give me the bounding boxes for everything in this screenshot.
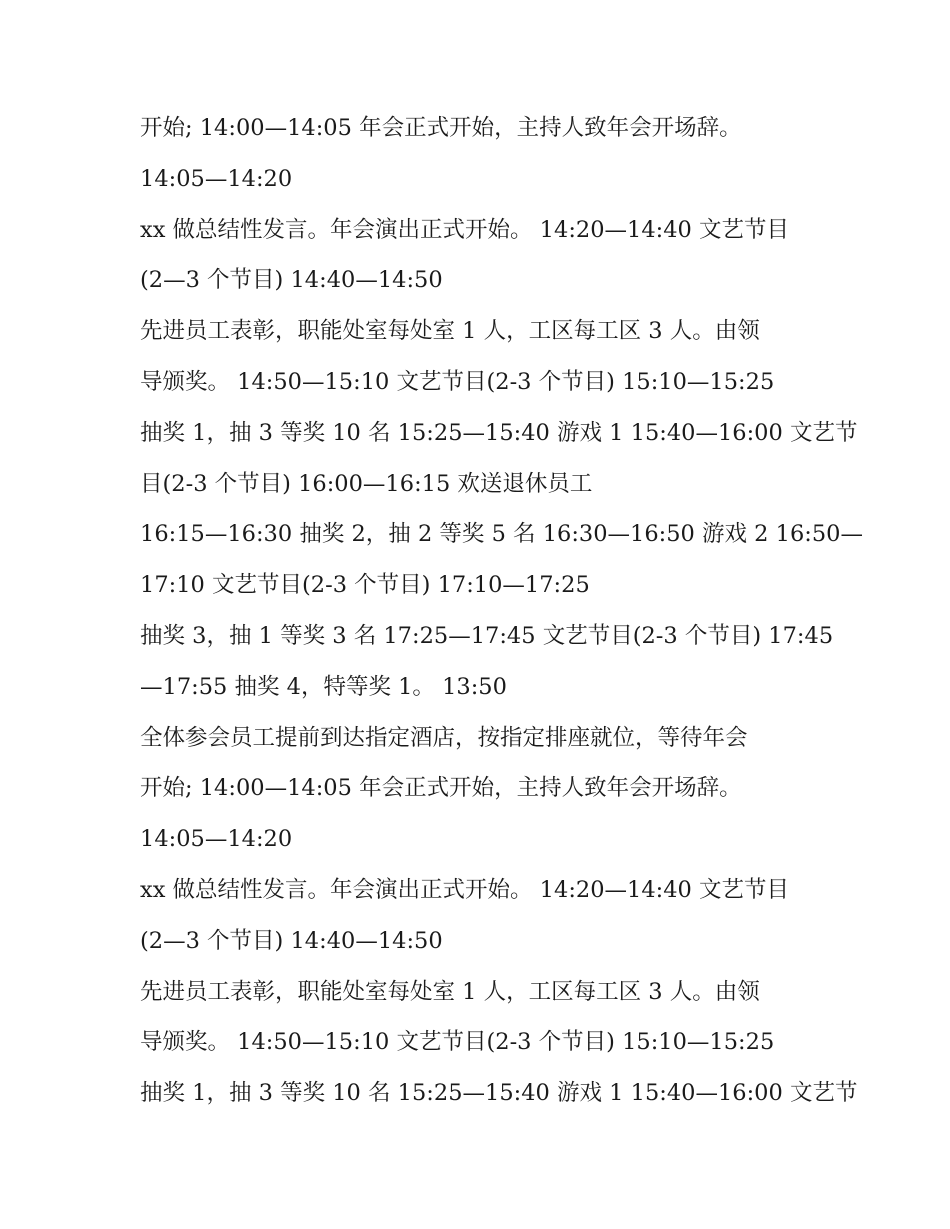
- text-line: 14:05—14:20: [140, 165, 293, 192]
- text-line: 导颁奖。 14:50—15:10 文艺节目(2-3 个节目) 15:10—15:25: [140, 1029, 775, 1056]
- text-line: 抽奖 3，抽 1 等奖 3 名 17:25—17:45 文艺节目(2-3 个节目) 17:45: [140, 622, 834, 649]
- text-line: 开始; 14:00—14:05 年会正式开始，主持人致年会开场辞。: [140, 775, 742, 802]
- text-line: 全体参会员工提前到达指定酒店，按指定排座就位，等待年会: [140, 724, 748, 751]
- text-line: 导颁奖。 14:50—15:10 文艺节目(2-3 个节目) 15:10—15:25: [140, 368, 775, 395]
- text-line: 目(2-3 个节目) 16:00—16:15 欢送退休员工: [140, 470, 593, 497]
- text-line: 先进员工表彰，职能处室每处室 1 人，工区每工区 3 人。由领: [140, 978, 760, 1005]
- text-line: (2—3 个节目) 14:40—14:50: [140, 927, 443, 954]
- text-line: 16:15—16:30 抽奖 2，抽 2 等奖 5 名 16:30—16:50 游戏 2 16:50—: [140, 521, 863, 548]
- text-line: xx 做总结性发言。年会演出正式开始。 14:20—14:40 文艺节目: [140, 876, 790, 903]
- text-line: —17:55 抽奖 4，特等奖 1。 13:50: [140, 673, 507, 700]
- text-line: 先进员工表彰，职能处室每处室 1 人，工区每工区 3 人。由领: [140, 318, 760, 345]
- text-line: 14:05—14:20: [140, 826, 293, 853]
- document-body: [140, 108, 863, 1124]
- text-line: xx 做总结性发言。年会演出正式开始。 14:20—14:40 文艺节目: [140, 216, 790, 243]
- text-line: (2—3 个节目) 14:40—14:50: [140, 267, 443, 294]
- text-line: 开始; 14:00—14:05 年会正式开始，主持人致年会开场辞。: [140, 115, 742, 141]
- text-line: 17:10 文艺节目(2-3 个节目) 17:10—17:25: [140, 572, 590, 599]
- text-line: 抽奖 1，抽 3 等奖 10 名 15:25—15:40 游戏 1 15:40—16:00 文艺节: [140, 419, 858, 446]
- text-line: 抽奖 1，抽 3 等奖 10 名 15:25—15:40 游戏 1 15:40—16:00 文艺节: [140, 1080, 858, 1107]
